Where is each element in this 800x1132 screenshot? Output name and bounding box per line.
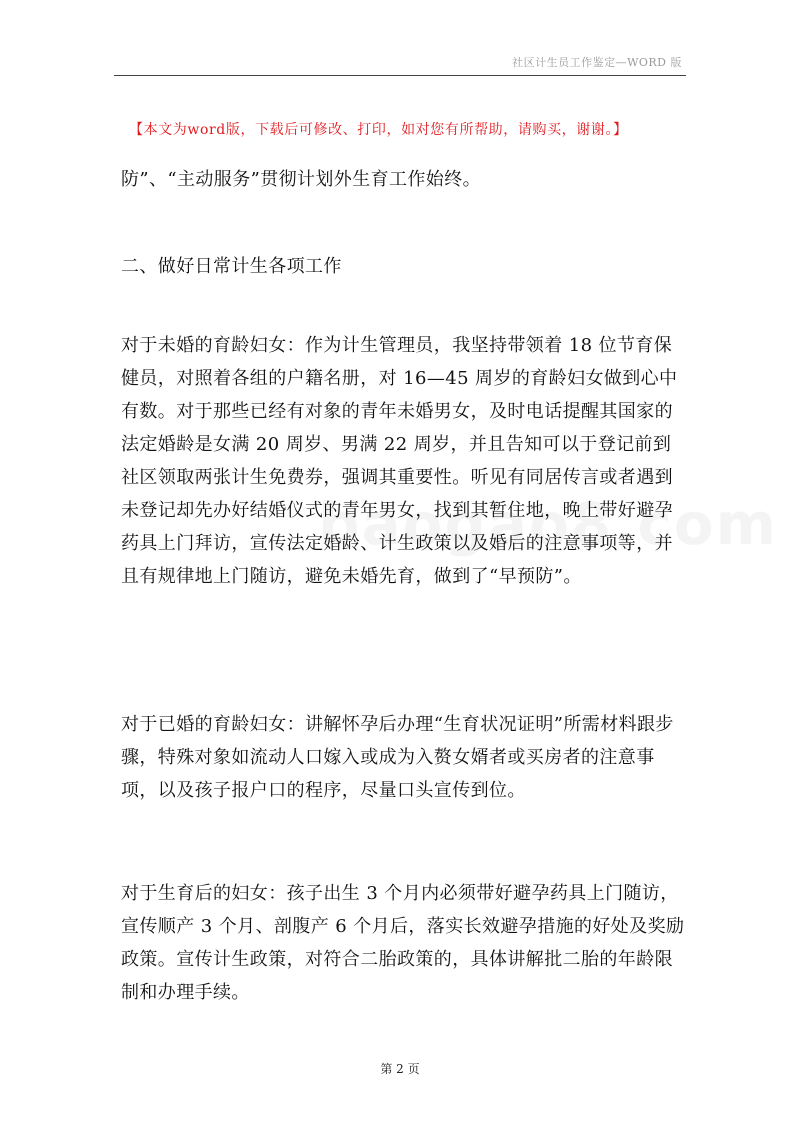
purchase-notice: 【本文为word版，下载后可修改、打印，如对您有所帮助，请购买，谢谢。】 [129, 122, 628, 138]
page-number: 第 2 页 [380, 1062, 420, 1076]
continuation-paragraph: 防”、“主动服务”贯彻计划外生育工作始终。 [121, 169, 482, 190]
header-divider [114, 75, 686, 76]
section-heading: 二、做好日常计生各项工作 [121, 256, 342, 277]
paragraph-married-women: 对于已婚的育龄妇女：讲解怀孕后办理“生育状况证明”所需材料跟步骤，特殊对象如流动人口嫁入或成为入赘女婿者或买房者的注意事项，以及孩子报户口的程序，尽量口头宣传到位。 [121, 714, 674, 801]
document-header-title: 社区计生员工作鉴定—WORD 版 [512, 56, 682, 69]
paragraph-unmarried-women: 对于未婚的育龄妇女：作为计生管理员，我坚持带领着 18 位节育保健员，对照着各组的户籍名册，对 16—45 周岁的育龄妇女做到心中有数。对于那些已经有对象的青年未婚男女，及时电话提醒其国家的法定婚龄是女满 20 周岁、男满 22 周岁，并且告知可以于登记前到社区领取两张计生免费券，强调其重要性。听见有同居传言或者遇到未登记却先办好结婚仪式的青年男女，找到其暂住地，晚上带好避孕药具上门拜访，宣传法定婚龄、计生政策以及婚后的注意事项等，并且有规律地上门随访，避免未婚先育，做到了“早预防”。 [121, 335, 678, 587]
paragraph-postpartum-women: 对于生育后的妇女：孩子出生 3 个月内必须带好避孕药具上门随访，宣传顺产 3 个月、剖腹产 6 个月后，落实长效避孕措施的好处及奖励政策。宣传计生政策，对符合二胎政策的，具体讲解批二胎的年龄限制和办理手续。 [121, 883, 685, 1003]
